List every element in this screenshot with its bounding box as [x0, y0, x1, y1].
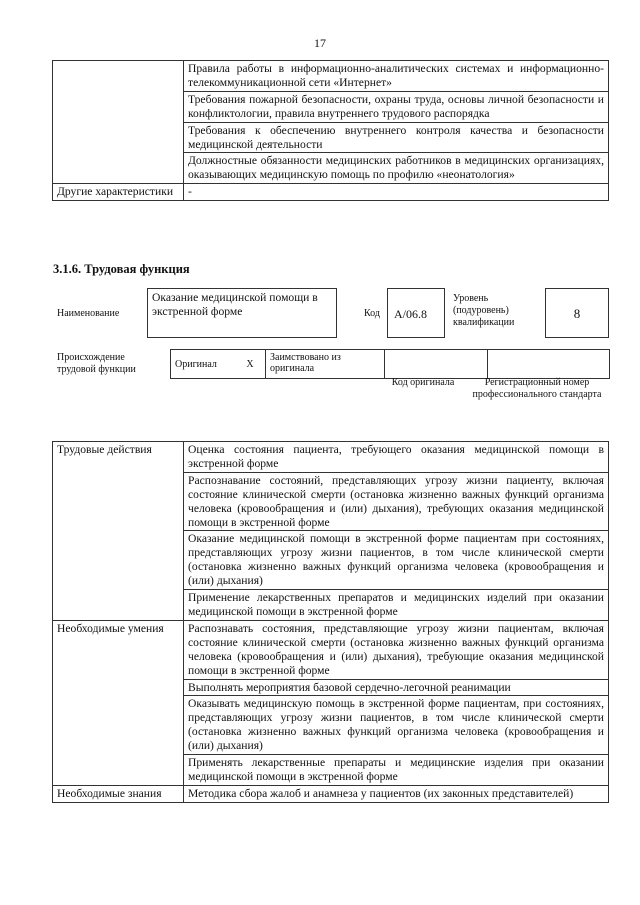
reg-number-label: Регистрационный номер профессионального стандарта — [472, 377, 602, 400]
required-knowledge-label: Необходимые знания — [53, 785, 184, 802]
table-cell: Применение лекарственных препаратов и медицинских изделий при оказании медицинской помощи в экстренной форме — [184, 590, 609, 621]
table-row — [53, 442, 609, 473]
reg-number-cell — [488, 350, 610, 379]
table-cell: Применять лекарственные препараты и медицинские изделия при оказании медицинской помощи в экстренной форме — [184, 755, 609, 786]
table-cell: - — [184, 184, 609, 201]
original-label: Оригинал — [171, 350, 236, 379]
name-value: Оказание медицинской помощи в экстренной форме — [147, 288, 337, 338]
level-value: 8 — [545, 288, 609, 338]
table-cell: Должностные обязанности медицинских работников в медицинских организациях, оказывающих медицинскую помощь по профилю «неонатология» — [184, 153, 609, 184]
table-cell: Требования к обеспечению внутреннего контроля качества и безопасности медицинской деятельности — [184, 122, 609, 153]
code-original-label: Код оригинала — [391, 377, 455, 388]
table-cell: Методика сбора жалоб и анамнеза у пациентов (их законных представителей) — [184, 785, 609, 802]
section-heading: 3.1.6. Трудовая функция — [53, 262, 190, 276]
table-cell: Оценка состояния пациента, требующего оказания медицинской помощи в экстренной форме — [184, 442, 609, 473]
top-table — [52, 60, 609, 201]
table-row — [53, 61, 609, 92]
table-row — [171, 350, 610, 379]
table-cell: Распознавать состояния, представляющие угрозу жизни пациентам, включая состояние клинической смерти (остановка жизненно важных функций организма человека (кровообращения и (или) дыхания), требующие оказания медицинской помощи в экстренной форме — [184, 620, 609, 679]
code-value: А/06.8 — [387, 288, 445, 338]
code-label: Код — [364, 308, 380, 319]
labor-actions-label: Трудовые действия — [53, 442, 184, 621]
borrowed-label: Заимствовано из оригинала — [266, 350, 385, 379]
table-cell: Оказывать медицинскую помощь в экстренной форме пациентам, при состояниях, представляющих угрозу жизни пациентов, в том числе клинической смерти (остановка жизненно важных функций организма человека (кровообращения и (или) дыхания) — [184, 696, 609, 755]
table-row — [53, 620, 609, 679]
other-characteristics-label: Другие характеристики — [53, 184, 184, 201]
page-number: 17 — [314, 36, 326, 50]
required-skills-label: Необходимые умения — [53, 620, 184, 785]
table-cell: Оказание медицинской помощи в экстренной форме пациентам при состояниях, представляющих угрозу жизни пациентов, в том числе клинической смерти (остановка жизненно важных функций организма человека (кровообращения и (или) дыхания) — [184, 531, 609, 590]
table-cell: Распознавание состояний, представляющих угрозу жизни пациенту, включая состояние клинической смерти (остановка жизненно важных функций организма человека (кровообращения и (или) дыхания), требующих оказания медицинской помощи в экстренной форме — [184, 472, 609, 531]
table-cell: Правила работы в информационно-аналитических системах и информационно-телекоммуникационной сети «Интернет» — [184, 61, 609, 92]
name-label: Наименование — [57, 308, 120, 319]
code-original-cell — [385, 350, 488, 379]
table-cell: Требования пожарной безопасности, охраны труда, основы личной безопасности и конфликтологии, правила внутреннего трудового распорядка — [184, 91, 609, 122]
table-cell: Выполнять мероприятия базовой сердечно-легочной реанимации — [184, 679, 609, 696]
main-table — [52, 441, 609, 803]
origin-table — [170, 349, 610, 379]
original-mark: X — [235, 350, 266, 379]
table-row — [53, 785, 609, 802]
table-row — [53, 184, 609, 201]
table-cell-label — [53, 61, 184, 184]
origin-label: Происхождение трудовой функции — [57, 352, 136, 375]
level-label: Уровень (подуровень) квалификации — [453, 293, 515, 328]
